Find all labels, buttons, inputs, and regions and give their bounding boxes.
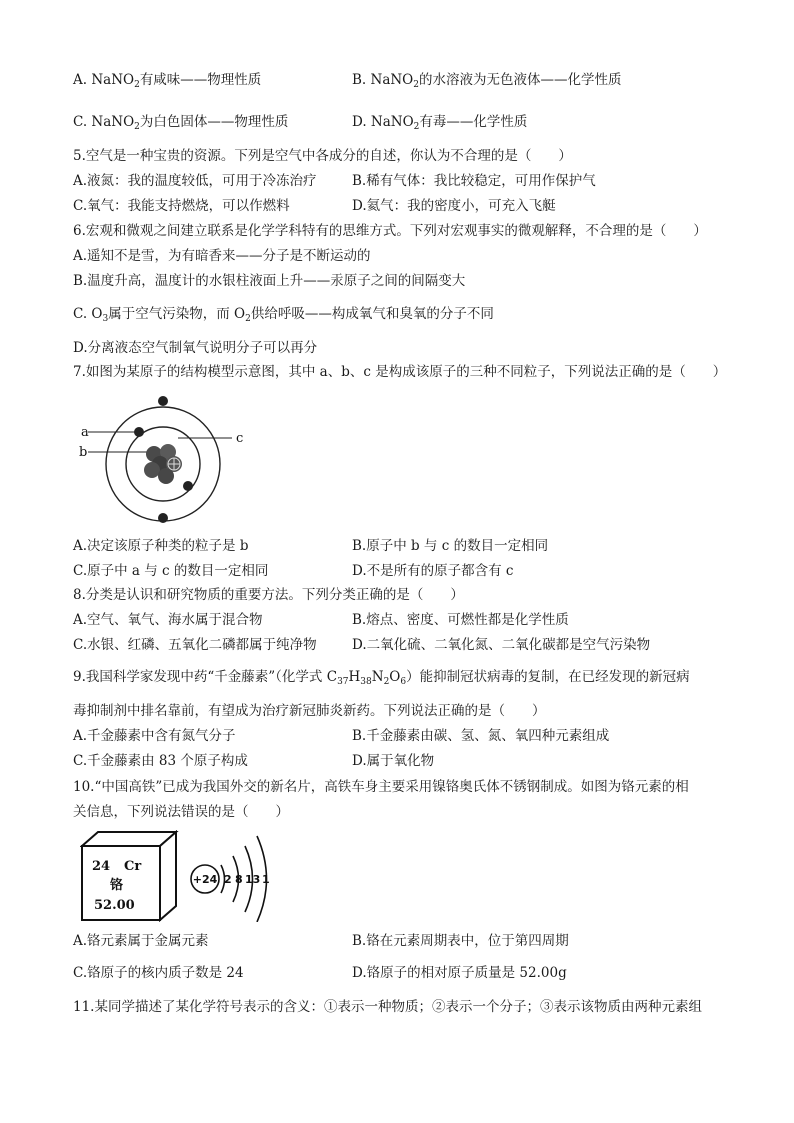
electron: [158, 513, 168, 523]
q4-b-text2: 的水溶液为无色液体——化学性质: [418, 72, 622, 88]
q5-option-d: D.氦气：我的密度小，可充入飞艇: [352, 198, 556, 214]
q8-option-d: D.二氧化硫、二氧化氮、二氧化碳都是空气污染物: [352, 637, 651, 653]
atomic-mass: 52.00: [94, 898, 135, 913]
q4-a-text: A. NaNO: [73, 72, 135, 88]
q7-option-c: C.原子中 a 与 c 的数目一定相同: [73, 563, 269, 579]
q8-option-c: C.水银、红磷、五氧化二磷都属于纯净物: [73, 637, 317, 653]
label-a: a: [81, 425, 89, 440]
q7-option-b: B.原子中 b 与 c 的数目一定相同: [352, 538, 549, 554]
q5-option-c: C.氧气：我能支持燃烧，可以作燃料: [73, 198, 290, 214]
q7-stem: 7.如图为某原子的结构模型示意图，其中 a、b、c 是构成该原子的三种不同粒子，下列说法正确的是（ ）: [73, 364, 727, 380]
q6-c-text2: 属于空气污染物，而 O: [108, 306, 246, 322]
q8-stem: 8.分类是认识和研究物质的重要方法。下列分类正确的是（ ）: [73, 587, 464, 603]
q9-o: O: [389, 669, 401, 685]
shell-count-2: 8: [235, 873, 243, 886]
electron: [134, 427, 144, 437]
q6-c-sub1: 3: [102, 314, 109, 324]
q4-d-text2: 有毒——化学性质: [419, 114, 528, 130]
q9-option-b: B.千金藤素由碳、氢、氮、氧四种元素组成: [352, 728, 610, 744]
q7-option-d: D.不是所有的原子都含有 c: [352, 563, 514, 579]
q6-option-d: D.分离液态空气制氧气说明分子可以再分: [73, 340, 318, 356]
shell-count-1: 2: [224, 873, 232, 886]
q8-option-b: B.熔点、密度、可燃性都是化学性质: [352, 612, 569, 628]
label-c: c: [236, 431, 244, 446]
q4-option-b: [352, 70, 621, 90]
q7-option-a: A.决定该原子种类的粒子是 b: [73, 538, 249, 554]
element-name: 铬: [110, 878, 124, 893]
q4-option-d: [352, 112, 527, 132]
chromium-element-cell: [80, 830, 180, 922]
q4-a-sub: 2: [134, 80, 140, 90]
q9-sub-c: 37: [337, 677, 349, 687]
label-b: b: [79, 445, 88, 460]
q10-option-d: D.铬原子的相对原子质量是 52.00g: [352, 965, 567, 981]
q10-stem-line2: 关信息，下列说法错误的是（ ）: [73, 804, 289, 820]
q4-option-c: [73, 112, 288, 132]
electron: [183, 481, 193, 491]
cube-side: [160, 832, 176, 920]
q4-b-sub: 2: [413, 80, 419, 90]
q9-stem-text: 9.我国科学家发现中药“千金藤素”（化学式 C: [73, 669, 338, 685]
atomic-number: 24: [92, 859, 111, 874]
atom-structure-diagram: [70, 390, 270, 530]
q9-option-d: D.属于氧化物: [352, 753, 435, 769]
q9-h: H: [348, 669, 361, 685]
q4-d-sub: 2: [413, 122, 420, 132]
q5-stem: 5.空气是一种宝贵的资源。下列是空气中各成分的自述，你认为不合理的是（ ）: [73, 148, 572, 164]
electron: [158, 396, 168, 406]
q4-c-text: C. NaNO: [73, 114, 135, 130]
chromium-electron-shell-diagram: [188, 832, 288, 922]
q10-option-a: A.铬元素属于金属元素: [73, 933, 209, 949]
q5-option-b: B.稀有气体：我比较稳定，可用作保护气: [352, 173, 596, 189]
q9-stem-text2: ）能抑制冠状病毒的复制，在已经发现的新冠病: [406, 669, 690, 685]
q9-option-a: A.千金藤素中含有氮气分子: [73, 728, 236, 744]
q6-c-text3: 供给呼吸——构成氧气和臭氧的分子不同: [250, 306, 494, 322]
q4-c-text2: 为白色固体——物理性质: [139, 114, 289, 130]
q9-sub-o: 6: [400, 677, 407, 687]
q4-d-text: D. NaNO: [352, 114, 414, 130]
nucleus-charge: +24: [192, 873, 218, 886]
element-symbol: Cr: [124, 859, 142, 874]
q6-stem: 6.宏观和微观之间建立联系是化学学科特有的思维方式。下列对宏观事实的微观解释，不合理的是（ ）: [73, 223, 707, 239]
q4-c-sub: 2: [134, 122, 140, 132]
q9-option-c: C.千金藤素由 83 个原子构成: [73, 753, 248, 769]
q9-stem-line2: 毒抑制剂中排名靠前，有望成为治疗新冠肺炎新药。下列说法正确的是（ ）: [73, 703, 546, 719]
q11-stem: 11.某同学描述了某化学符号表示的含义：①表示一种物质；②表示一个分子；③表示该物质由两种元素组: [73, 999, 702, 1015]
q10-stem-line1: 10.“中国高铁”已成为我国外交的新名片，高铁车身主要采用镍铬奥氏体不锈钢制成。如图为铬元素的相: [73, 779, 689, 795]
q5-option-a: A.液氮：我的温度较低，可用于冷冻治疗: [73, 173, 317, 189]
q9-sub-n: 2: [383, 677, 390, 687]
q8-option-a: A.空气、氧气、海水属于混合物: [73, 612, 263, 628]
nucleus-particle: [144, 462, 160, 478]
q4-option-a: [73, 70, 261, 90]
q4-a-text2: 有咸味——物理性质: [139, 72, 262, 88]
shell-count-4: 1: [262, 873, 270, 886]
shell-count-3: 13: [245, 873, 261, 886]
q4-b-text: B. NaNO: [352, 72, 414, 88]
q10-option-c: C.铬原子的核内质子数是 24: [73, 965, 244, 981]
q9-stem-line1: [73, 667, 690, 687]
nucleus-particle: [158, 468, 174, 484]
q6-option-c: [73, 304, 494, 324]
q6-c-text1: C. O: [73, 306, 103, 322]
nucleus: [144, 444, 182, 484]
q6-c-sub2: 2: [245, 314, 251, 324]
q6-option-b: B.温度升高，温度计的水银柱液面上升——汞原子之间的间隔变大: [73, 273, 466, 289]
q9-n: N: [371, 669, 384, 685]
q6-option-a: A.遥知不是雪，为有暗香来——分子是不断运动的: [73, 248, 371, 264]
q9-sub-h: 38: [360, 677, 372, 687]
q10-option-b: B.铬在元素周期表中，位于第四周期: [352, 933, 569, 949]
